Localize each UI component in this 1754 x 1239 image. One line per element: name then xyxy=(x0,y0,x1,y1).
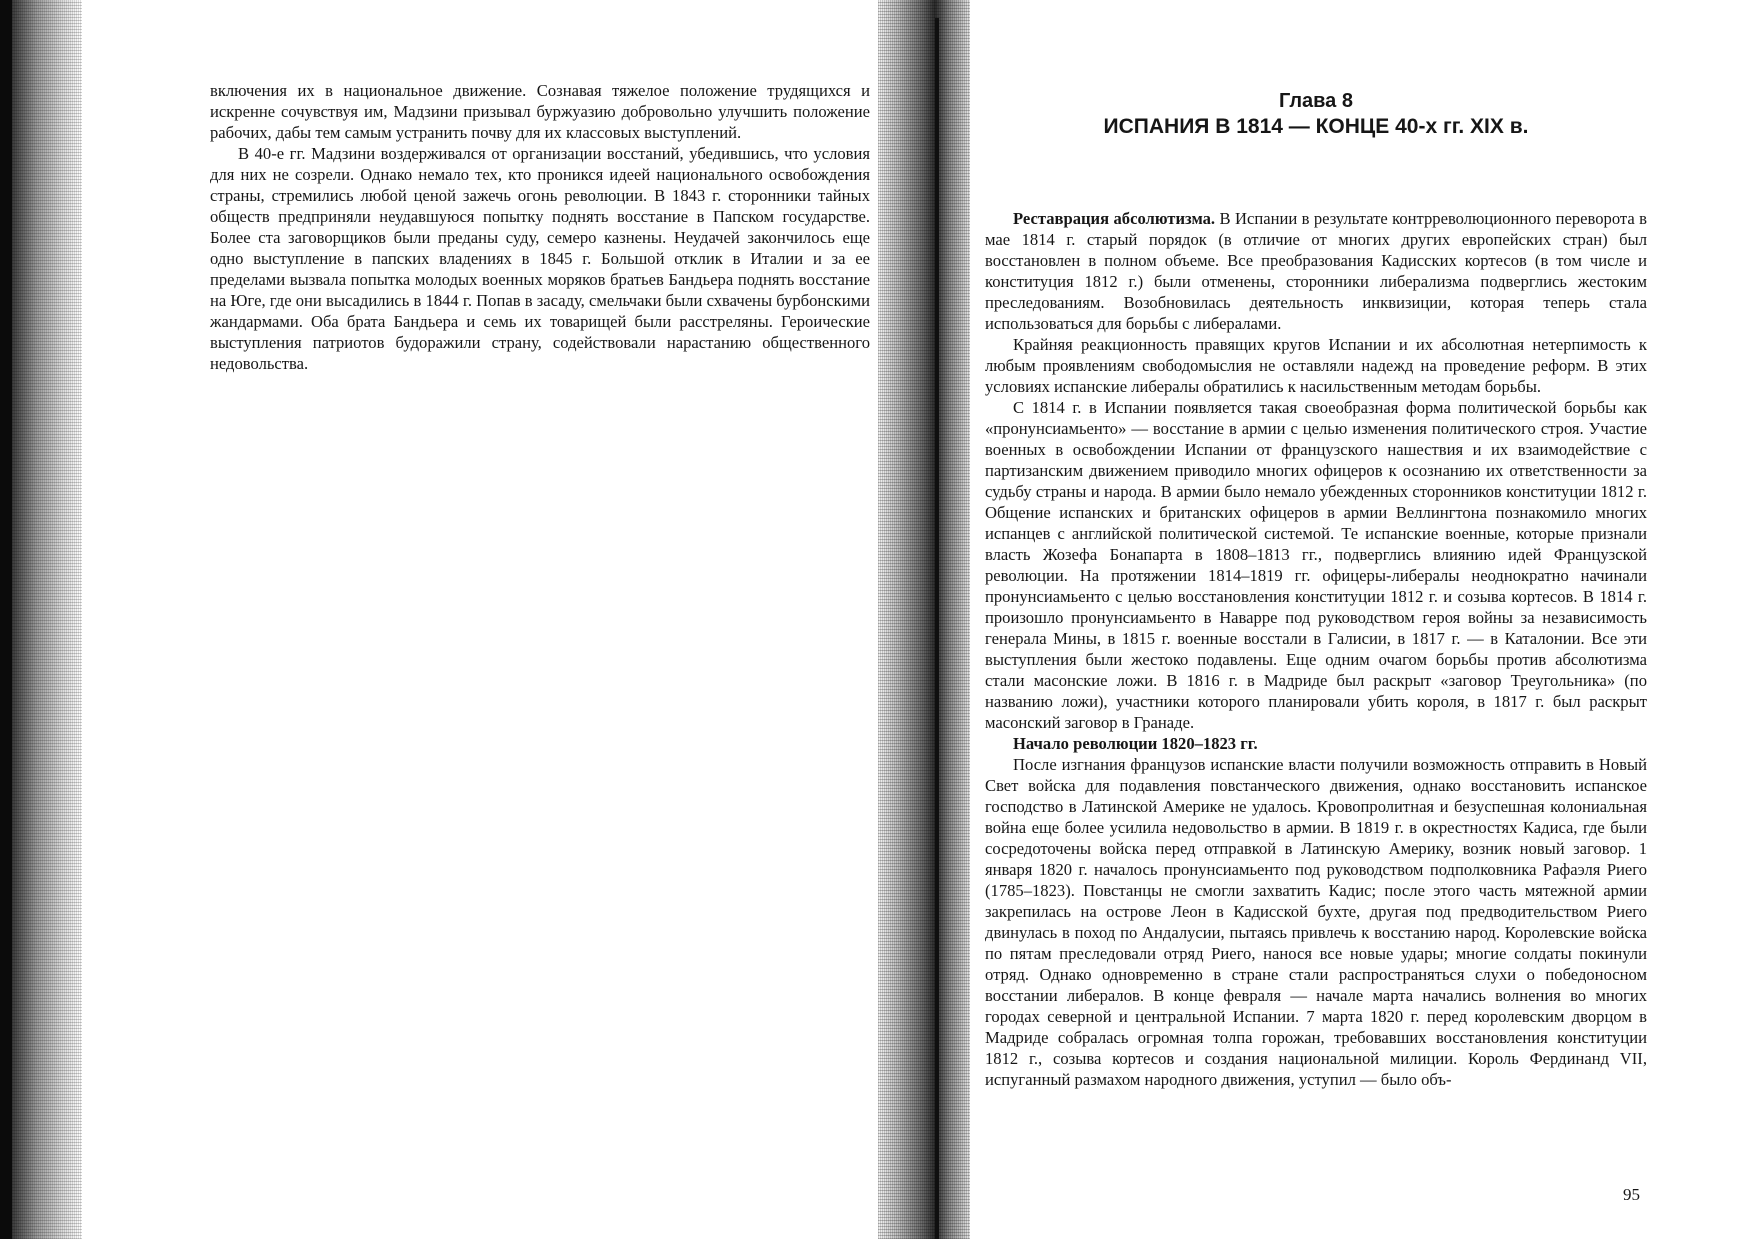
left-paragraph-1: включения их в национальное движение. Сознавая тяжелое положение трудящихся и искренне сочувствуя им, Мадзини призывал буржуазию добровольно улучшить положение рабочих, дабы тем самым устранить почву для их классовых выступлений. xyxy=(210,81,870,142)
right-paragraph-3: С 1814 г. в Испании появляется такая своеобразная форма политической борьбы как «пронунсиамьенто» — восстание в армии с целью изменения политического строя. Участие военных в освобождении Испании от французского нашествия и их взаимодействие с партизанским движением приводило многих офицеров к осознанию их ответственности за судьбу страны и народа. В армии было немало убежденных сторонников конституции 1812 г. Общение испанских и британских офицеров в армии Веллингтона познакомило многих испанцев с английской политической системой. Те испанские военные, которые признали власть Жозефа Бонапарта в 1808–1813 гг., подверглись влиянию идей Французской революции. На протяжении 1814–1819 гг. офицеры-либералы неоднократно начинали пронунсиамьенто с целью восстановления конституции 1812 г. и созыва кортесов. В 1814 г. произошло пронунсиамьенто в Наварре под руководством героя войны за независимость генерала Мины, в 1815 г. военные восстали в Галисии, в 1817 г. — в Каталонии. Все эти выступления были жестоко подавлены. Еще одним очагом борьбы против абсолютизма стали масонские ложи. В 1816 г. в Мадриде был раскрыт «заговор Треугольника» (по названию ложи), участники которого планировали убить короля, в 1817 г. был раскрыт масонский заговор в Гранаде. xyxy=(985,398,1647,732)
left-paragraph-2: В 40-е гг. Мадзини воздерживался от организации восстаний, убедившись, что условия для них не созрели. Однако немало тех, кто проникся идеей национального освобождения страны, стремились любой ценой зажечь огонь революции. В 1843 г. сторонники тайных обществ предприняли неудавшуюся попытку поднять восстание в Папском государстве. Более ста заговорщиков были преданы суду, семеро казнены. Неудачей закончилось еще одно выступление в папских владениях в 1845 г. Большой отклик в Италии и за ее пределами вызвала попытка молодых военных моряков братьев Бандьера поднять восстание на Юге, где они высадились в 1844 г. Попав в засаду, смельчаки были схвачены бурбонскими жандармами. Оба брата Бандьера и семь их товарищей были расстреляны. Героические выступления патриотов будоражили страну, содействовали нарастанию общественного недовольства. xyxy=(210,144,870,373)
chapter-title: ИСПАНИЯ В 1814 — КОНЦЕ 40-х гг. XIX в. xyxy=(1103,115,1529,138)
right-page xyxy=(985,88,1647,1090)
scan-edge-shadow xyxy=(12,0,82,1239)
chapter-label: Глава 8 xyxy=(1278,90,1353,112)
subheading-revolution: Начало революции 1820–1823 гг. xyxy=(1013,734,1258,753)
section-absolutism-paragraph xyxy=(985,208,1647,334)
section-lead-restoration: Реставрация абсолютизма. xyxy=(1013,209,1216,228)
section-restoration-text: В Испании в результате контрреволюционного переворота в мае 1814 г. старый порядок (в отличие от многих других европейских стран) был восстановлен в полном объеме. Все преобразования Кадисских кортесов (в том числе и конституция 1812 г.) были отменены, сторонники либерализма подверглись жестоким преследованиям. Возобновилась деятельность инквизиции, которая теперь стала использоваться для борьбы с либералами. xyxy=(985,209,1647,333)
left-page xyxy=(210,80,870,374)
page-number: 95 xyxy=(1623,1185,1640,1204)
right-paragraph-2: Крайняя реакционность правящих кругов Испании и их абсолютная нетерпимость к любым проявлениям свободомыслия не оставляли надежд на проведение реформ. В этих условиях испанские либералы обратились к насильственным методам борьбы. xyxy=(985,335,1647,396)
scan-edge-dark xyxy=(0,0,12,1239)
book-gutter-shadow xyxy=(878,0,970,1239)
right-paragraph-4: После изгнания французов испанские власти получили возможность отправить в Новый Свет войска для подавления повстанческого движения, однако восстановить испанское господство в Латинской Америке не удалось. Кровопролитная и безуспешная колониальная война еще более усилила недовольство в армии. В 1819 г. в окрестностях Кадиса, где были сосредоточены войска перед отправкой в Латинскую Америку, возник новый заговор. 1 января 1820 г. началось пронунсиамьенто под руководством подполковника Рафаэля Риего (1785–1823). Повстанцы не смогли захватить Кадис; после этого часть мятежной армии закрепилась на острове Леон в Кадисской бухте, другая под предводительством Риего двинулась в поход по Андалусии, пытаясь привлечь к восстанию народ. Королевские войска по пятам преследовали отряд Риего, нанося все новые удары; многие солдаты покинули отряд. Однако одновременно в стране стали распространяться слухи о победоносном восстании либералов. В конце февраля — начале марта начались волнения во многих городах северной и центральной Испании. 7 марта 1820 г. перед королевским дворцом в Мадриде собралась огромная толпа горожан, требовавших восстановления конституции 1812 г., созыва кортесов и создания национальной милиции. Король Фердинанд VII, испуганный размахом народного движения, уступил — было объ- xyxy=(985,755,1647,1089)
book-spine-line xyxy=(935,18,939,1239)
